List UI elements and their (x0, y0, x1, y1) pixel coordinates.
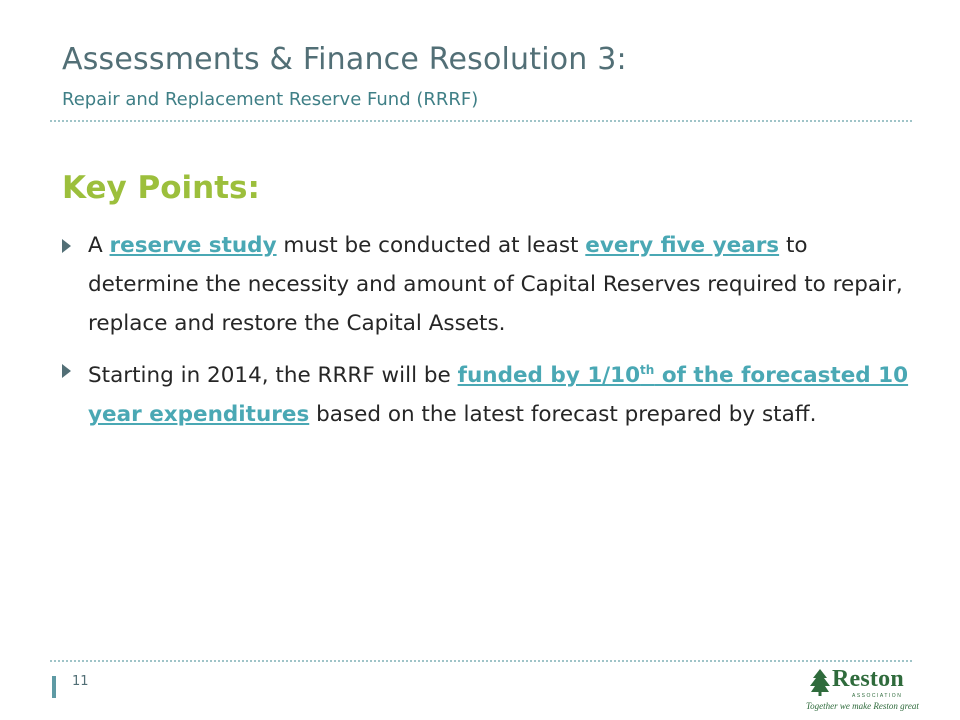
funded-link-text: funded by 1/10 (457, 363, 641, 389)
page-number: 11 (72, 674, 89, 689)
bullet-item (62, 351, 912, 434)
every-five-years-link[interactable]: every five years (585, 233, 780, 258)
tree-icon (808, 668, 832, 696)
bullet-list (62, 226, 912, 442)
footer-divider (50, 660, 912, 662)
reston-logo (806, 666, 919, 714)
logo-name: Reston (832, 666, 904, 692)
reserve-study-link[interactable]: reserve study (109, 233, 277, 258)
slide-subtitle: Repair and Replacement Reserve Fund (RRRF) (62, 89, 479, 110)
slide-title: Assessments & Finance Resolution 3: (62, 42, 627, 77)
funded-link-text-2: of the forecasted 10 year expenditures (88, 363, 909, 428)
logo-subtext: ASSOCIATION (852, 693, 903, 699)
key-points-heading: Key Points: (62, 170, 260, 206)
bullet-text: to determine the necessity and amount of Capital Reserves required to repair, replace and restore the Capital Assets. (88, 233, 903, 336)
funded-link-superscript: th (640, 363, 655, 377)
bullet-text: must be conducted at least (276, 233, 586, 258)
bullet-text: A (88, 233, 110, 258)
bullet-text: based on the latest forecast prepared by staff. (309, 402, 817, 428)
bullet-text: Starting in 2014, the RRRF will be (88, 363, 458, 389)
bullet-item (62, 226, 912, 343)
footer-marker (52, 676, 56, 698)
title-divider (50, 120, 912, 122)
triangle-bullet-icon (62, 239, 71, 253)
triangle-bullet-icon (62, 364, 71, 378)
logo-tagline: Together we make Reston great (806, 701, 919, 711)
